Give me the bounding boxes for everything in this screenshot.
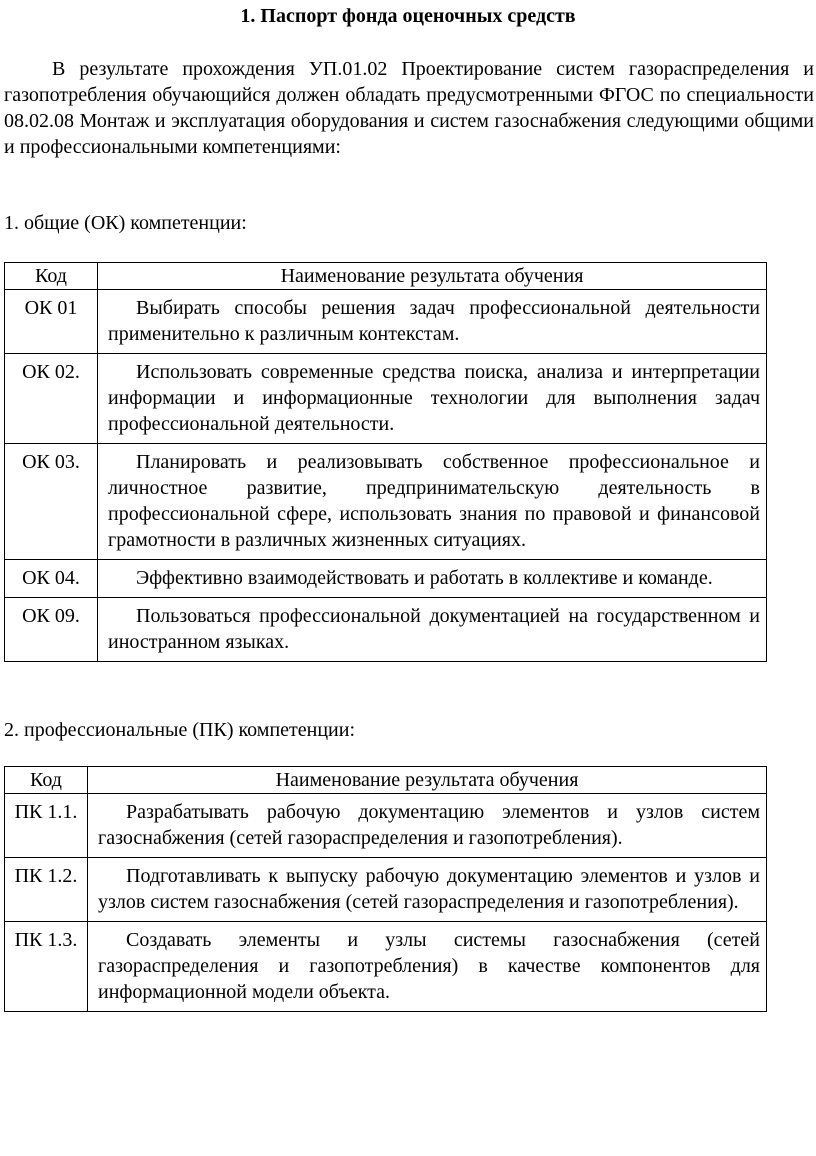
table-header-row — [5, 263, 767, 290]
competency-description: Использовать современные средства поиска, анализа и интерпретации информации и информационные технологии для выполнения задач профессиональной деятельности. — [98, 354, 767, 444]
intro-paragraph — [4, 56, 814, 160]
professional-competencies-table — [4, 766, 767, 1012]
competency-description: Подготавливать к выпуску рабочую документацию элементов и узлов и узлов систем газоснабжения (сетей газораспределения и газопотребления). — [88, 858, 767, 922]
general-competencies-table — [4, 262, 767, 662]
general-competencies-heading: 1. общие (ОК) компетенции: — [4, 212, 247, 234]
competency-code: ПК 1.1. — [5, 794, 88, 858]
table-row — [5, 444, 767, 560]
page-title: 1. Паспорт фонда оценочных средств — [240, 5, 576, 27]
table-row — [5, 858, 767, 922]
professional-competencies-heading: 2. профессиональные (ПК) компетенции: — [4, 719, 356, 741]
competency-description: Пользоваться профессиональной документацией на государственном и иностранном языках. — [98, 598, 767, 662]
competency-code: ОК 04. — [5, 560, 98, 598]
column-header-code: Код — [5, 767, 88, 794]
table-row — [5, 794, 767, 858]
column-header-code: Код — [5, 263, 98, 290]
competency-code: ОК 03. — [5, 444, 98, 560]
table-row — [5, 922, 767, 1012]
column-header-name: Наименование результата обучения — [88, 767, 767, 794]
competency-code: ОК 02. — [5, 354, 98, 444]
column-header-name: Наименование результата обучения — [98, 263, 767, 290]
table-row — [5, 354, 767, 444]
competency-code: ПК 1.3. — [5, 922, 88, 1012]
intro-lead: В — [52, 58, 66, 80]
intro-text: результате прохождения УП.01.02 Проектирование систем газораспределения и газопотребления обучающийся должен обладать предусмотренными ФГОС по специальности 08.02.08 Монтаж и эксплуатация оборудования и систем газоснабжения следующими общими и профессиональными компетенциями: — [4, 58, 815, 158]
table-row — [5, 290, 767, 354]
competency-description: Эффективно взаимодействовать и работать в коллективе и команде. — [98, 560, 767, 598]
competency-code: ОК 09. — [5, 598, 98, 662]
competency-code: ПК 1.2. — [5, 858, 88, 922]
table-header-row — [5, 767, 767, 794]
competency-description: Планировать и реализовывать собственное профессиональное и личностное развитие, предпринимательскую деятельность в профессиональной сфере, использовать знания по правовой и финансовой грамотности в различных жизненных ситуациях. — [98, 444, 767, 560]
table-row — [5, 560, 767, 598]
competency-description: Выбирать способы решения задач профессиональной деятельности применительно к различным контекстам. — [98, 290, 767, 354]
competency-description: Создавать элементы и узлы системы газоснабжения (сетей газораспределения и газопотребления) в качестве компонентов для информационной модели объекта. — [88, 922, 767, 1012]
competency-description: Разрабатывать рабочую документацию элементов и узлов систем газоснабжения (сетей газораспределения и газопотребления). — [88, 794, 767, 858]
competency-code: ОК 01 — [5, 290, 98, 354]
table-row — [5, 598, 767, 662]
